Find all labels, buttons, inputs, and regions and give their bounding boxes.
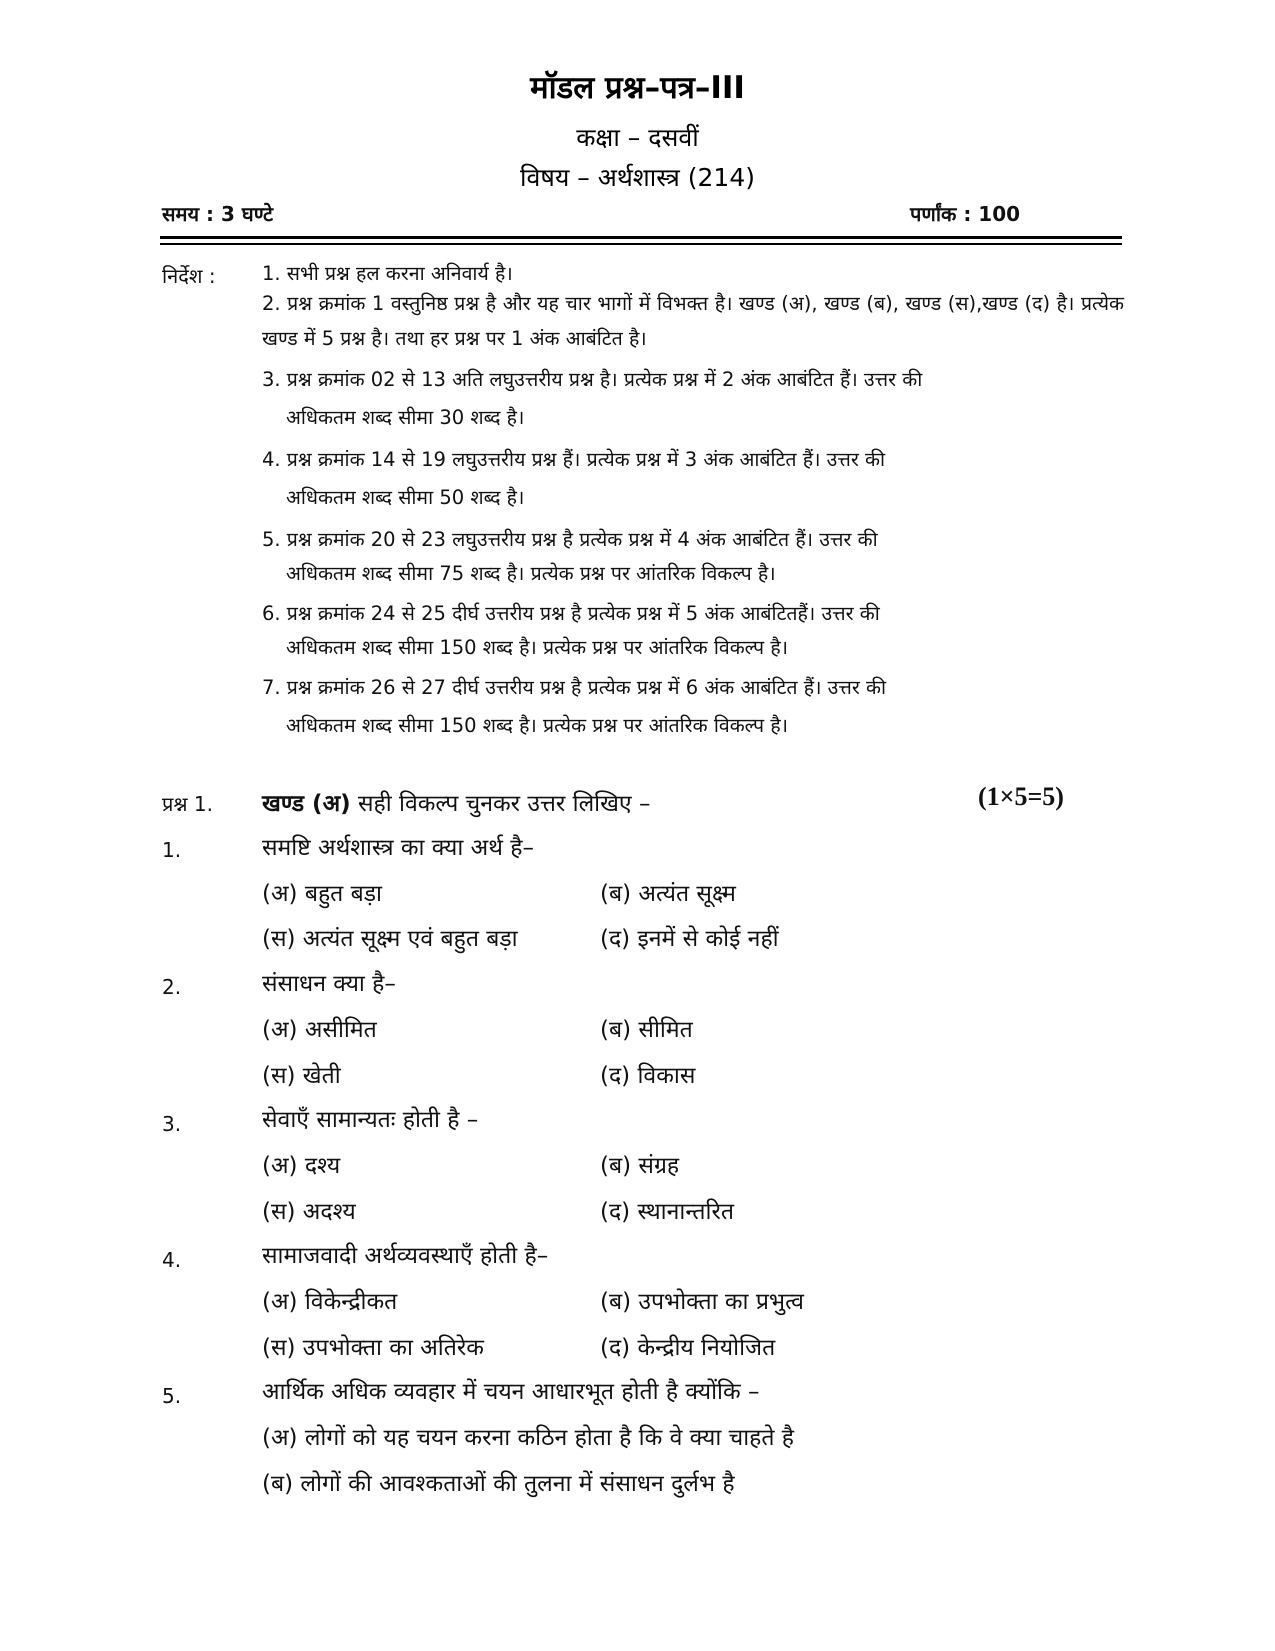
- question-text: सेवाएँ सामान्यतः होती है –: [262, 1107, 479, 1133]
- option: (अ) दश्य: [262, 1153, 341, 1179]
- option: (अ) लोगों को यह चयन करना कठिन होता है कि वे क्या चाहते है: [262, 1425, 795, 1451]
- instruction-5: 5. प्रश्न क्रमांक 20 से 23 लघुउत्तरीय प्रश्न है प्रत्येक प्रश्न में 4 अंक आबंटित हैं। उत्तर की: [262, 528, 878, 551]
- section-instruction: सही विकल्प चुनकर उत्तर लिखिए –: [350, 791, 651, 817]
- option: (द) स्थानान्तरित: [600, 1199, 735, 1225]
- time-allowed: समय : 3 घण्टे: [162, 202, 274, 226]
- instruction-6-cont: अधिकतम शब्द सीमा 150 शब्द है। प्रत्येक प्रश्न पर आंतरिक विकल्प है।: [286, 636, 789, 659]
- question-number: 4.: [162, 1248, 182, 1272]
- instruction-7-cont: अधिकतम शब्द सीमा 150 शब्द है। प्रत्येक प्रश्न पर आंतरिक विकल्प है।: [286, 714, 789, 737]
- instructions-label: निर्देश :: [162, 264, 216, 288]
- section-marks: (1×5=5): [978, 782, 1064, 811]
- option: (स) खेती: [262, 1063, 341, 1089]
- question-number: 5.: [162, 1384, 182, 1408]
- question-number: 3.: [162, 1112, 182, 1136]
- instruction-6: 6. प्रश्न क्रमांक 24 से 25 दीर्घ उत्तरीय प्रश्न है प्रत्येक प्रश्न में 5 अंक आबंटितहैं। उत्तर की: [262, 602, 880, 625]
- question-number: 1.: [162, 838, 182, 862]
- full-marks: पर्णांक : 100: [910, 202, 1021, 226]
- option: (द) इनमें से कोई नहीं: [600, 926, 779, 952]
- option: (स) अदश्य: [262, 1199, 356, 1225]
- paper-title: मॉडल प्रश्न–पत्र–III: [530, 70, 745, 106]
- option: (ब) उपभोक्ता का प्रभुत्व: [600, 1289, 804, 1315]
- section-question-number: प्रश्न 1.: [162, 792, 213, 816]
- option: (ब) सीमित: [600, 1017, 693, 1043]
- option: (अ) असीमित: [262, 1017, 377, 1043]
- option: (अ) विकेन्द्रीकत: [262, 1289, 398, 1315]
- question-text: आर्थिक अधिक व्यवहार में चयन आधारभूत होती है क्योंकि –: [262, 1379, 760, 1405]
- header-rule-thick: [160, 236, 1122, 239]
- instruction-5-cont: अधिकतम शब्द सीमा 75 शब्द है। प्रत्येक प्रश्न पर आंतरिक विकल्प है।: [286, 562, 776, 585]
- option: (स) अत्यंत सूक्ष्म एवं बहुत बड़ा: [262, 926, 518, 952]
- instruction-7: 7. प्रश्न क्रमांक 26 से 27 दीर्घ उत्तरीय प्रश्न है प्रत्येक प्रश्न में 6 अंक आबंटित हैं। उत्तर की: [262, 676, 887, 699]
- subject-line: विषय – अर्थशास्त्र (214): [520, 163, 755, 192]
- question-text: समष्टि अर्थशास्त्र का क्या अर्थ है–: [262, 835, 534, 861]
- option: (अ) बहुत बड़ा: [262, 881, 382, 907]
- instruction-4: 4. प्रश्न क्रमांक 14 से 19 लघुउत्तरीय प्रश्न हैं। प्रत्येक प्रश्न में 3 अंक आबंटित हैं। उत्तर की: [262, 448, 886, 471]
- section-label: खण्ड (अ): [262, 791, 351, 817]
- header-rule-thin: [160, 243, 1122, 245]
- option: (ब) अत्यंत सूक्ष्म: [600, 881, 736, 907]
- option: (द) केन्द्रीय नियोजित: [600, 1335, 776, 1361]
- instruction-1: 1. सभी प्रश्न हल करना अनिवार्य है।: [262, 262, 513, 285]
- question-number: 2.: [162, 975, 182, 999]
- option: (द) विकास: [600, 1063, 696, 1089]
- class-line: कक्षा – दसवीं: [576, 123, 699, 152]
- instruction-2: 2. प्रश्न क्रमांक 1 वस्तुनिष्ठ प्रश्न है और यह चार भागों में विभक्त है। खण्ड (अ), खण्ड (ब), खण्ड (स),खण्ड (द) है। प्रत्येक खण्ड में 5 प्रश्न है। तथा हर प्रश्न पर 1 अंक आबंटित है।: [262, 292, 1124, 350]
- question-text: सामाजवादी अर्थव्यवस्थाएँ होती है–: [262, 1243, 549, 1269]
- option: (ब) संग्रह: [600, 1153, 680, 1179]
- option: (स) उपभोक्ता का अतिरेक: [262, 1335, 484, 1361]
- section-heading: [262, 786, 650, 818]
- instruction-3-cont: अधिकतम शब्द सीमा 30 शब्द है।: [286, 406, 525, 429]
- instruction-3: 3. प्रश्न क्रमांक 02 से 13 अति लघुउत्तरीय प्रश्न है। प्रत्येक प्रश्न में 2 अंक आबंटित हैं। उत्तर की: [262, 368, 923, 391]
- option: (ब) लोगों की आवश्कताओं की तुलना में संसाधन दुर्लभ है: [262, 1471, 735, 1497]
- instruction-4-cont: अधिकतम शब्द सीमा 50 शब्द है।: [286, 486, 525, 509]
- question-text: संसाधन क्या है–: [262, 971, 396, 997]
